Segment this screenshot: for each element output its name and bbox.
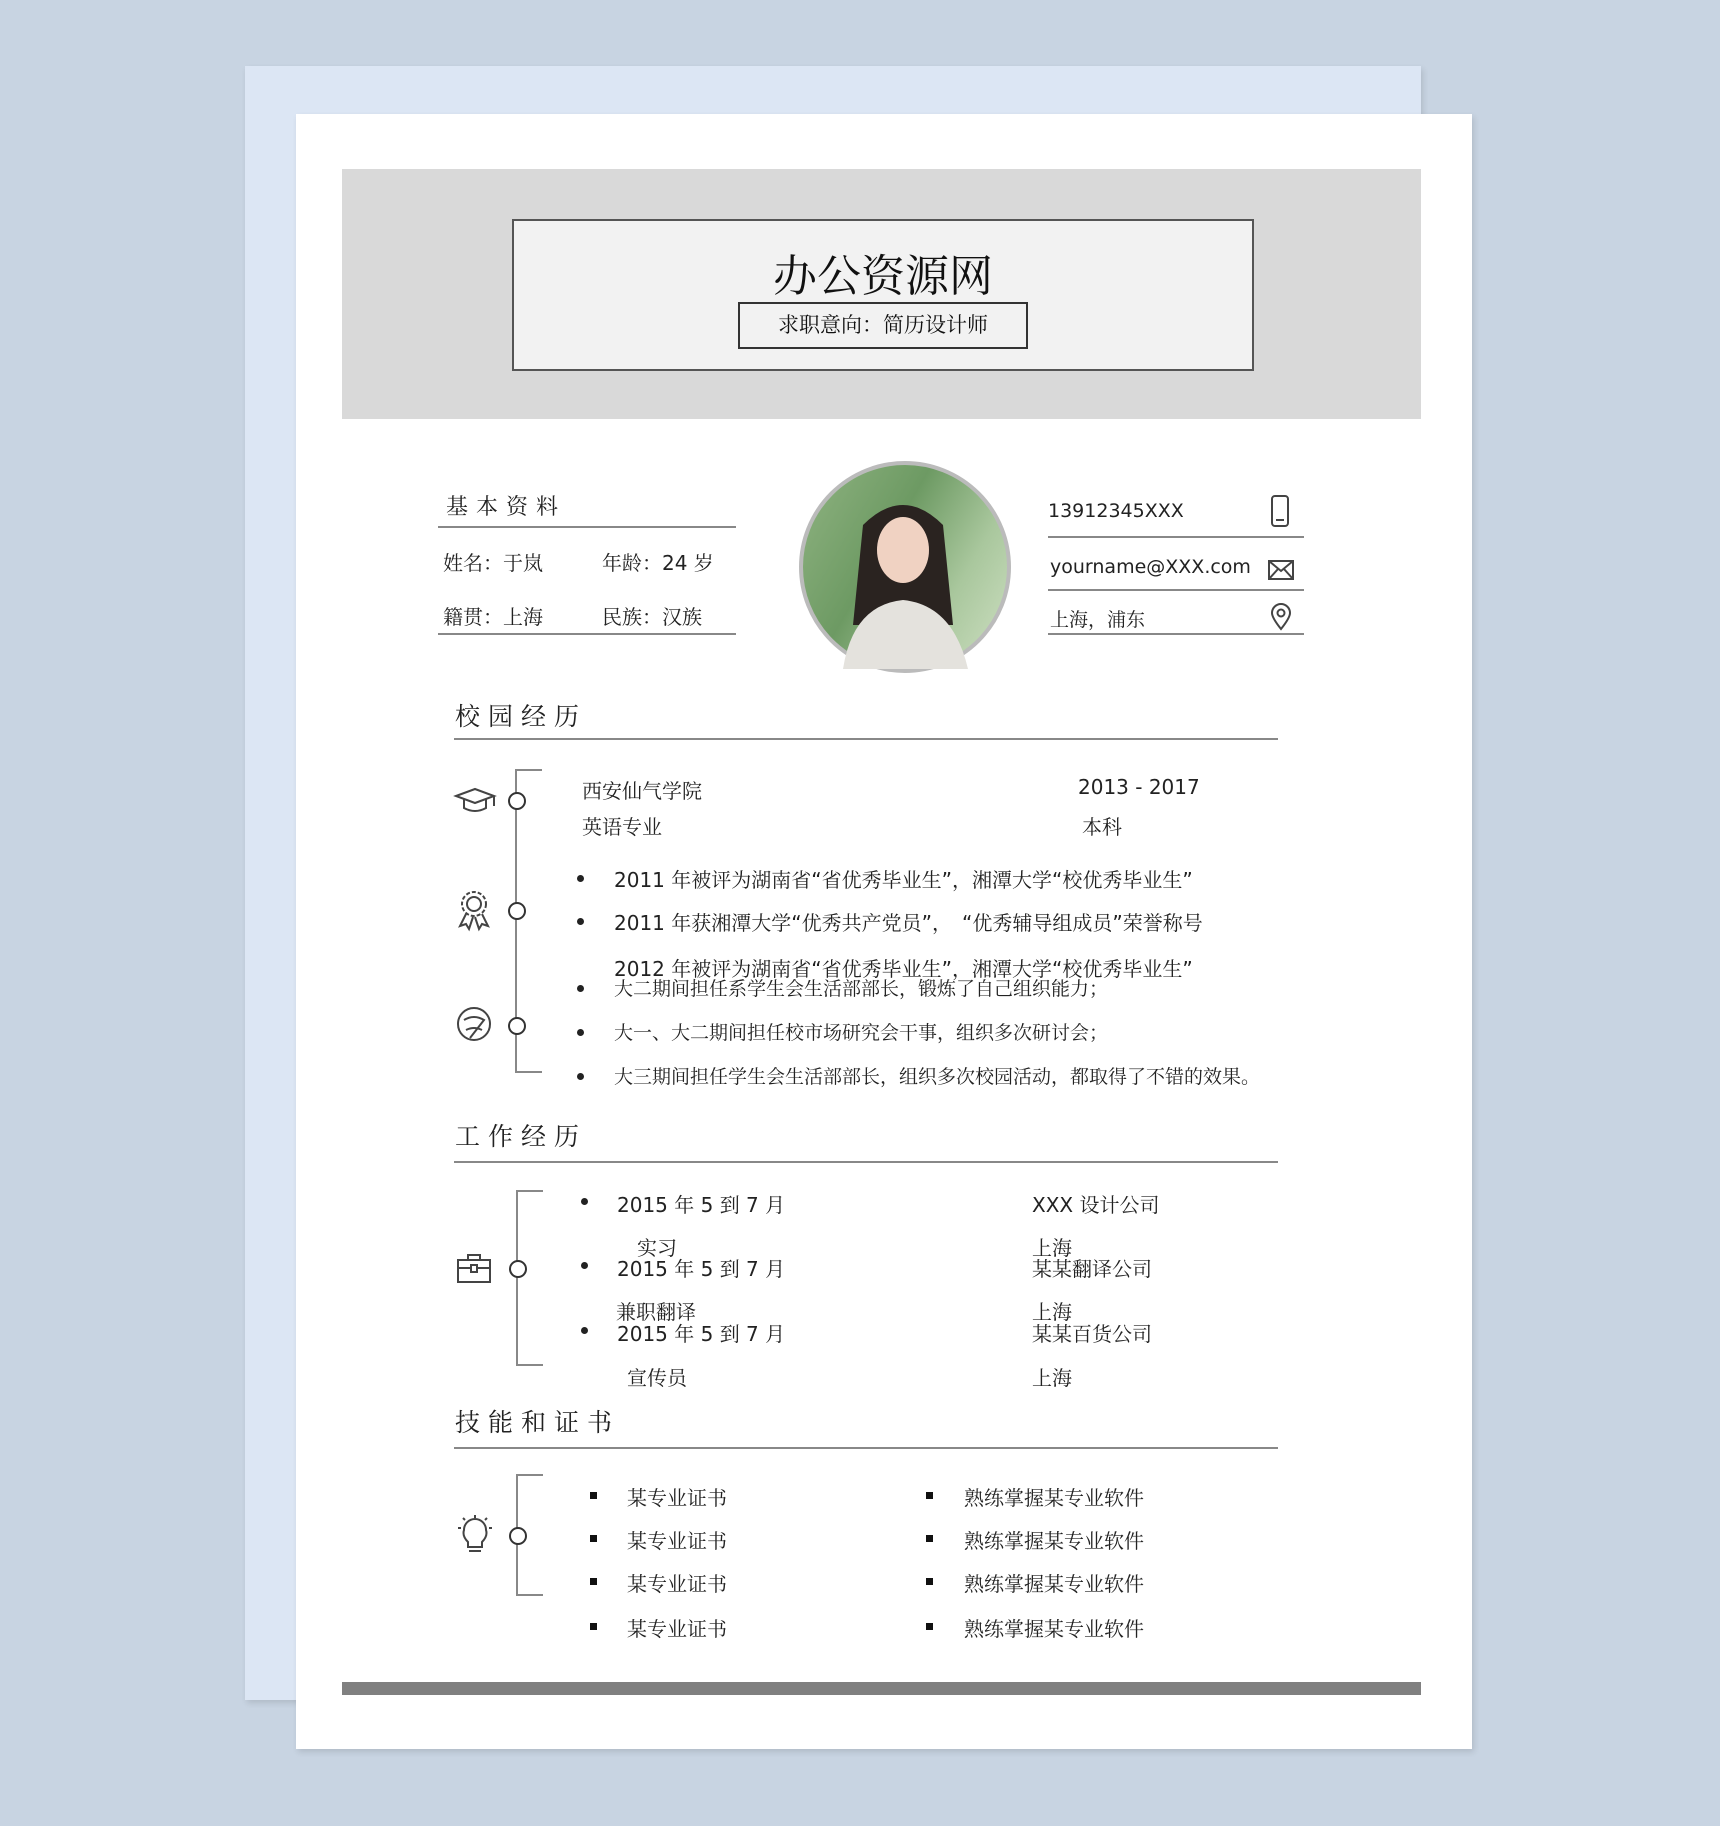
job-date: 2015 年 5 到 7 月 bbox=[617, 1193, 786, 1217]
job-company: 某某百货公司 bbox=[1032, 1322, 1152, 1346]
section-divider bbox=[454, 1447, 1278, 1449]
timeline-stub bbox=[515, 769, 542, 771]
timeline-stub bbox=[515, 1071, 542, 1073]
timeline-node bbox=[508, 792, 526, 810]
bullet bbox=[590, 1492, 597, 1499]
bullet bbox=[926, 1623, 933, 1630]
certificate-item: 某专业证书 bbox=[627, 1529, 727, 1553]
mail-icon bbox=[1268, 560, 1294, 580]
work-heading: 工作经历 bbox=[455, 1122, 588, 1151]
timeline-node bbox=[508, 1017, 526, 1035]
divider bbox=[1048, 633, 1304, 635]
bullet bbox=[577, 985, 584, 992]
section-divider bbox=[454, 1161, 1278, 1163]
skills-heading: 技能和证书 bbox=[455, 1408, 621, 1437]
address: 上海，浦东 bbox=[1050, 609, 1146, 631]
section-divider bbox=[454, 738, 1278, 740]
major: 英语专业 bbox=[582, 815, 662, 839]
job-date: 2015 年 5 到 7 月 bbox=[617, 1257, 786, 1281]
certificate-item: 某专业证书 bbox=[627, 1617, 727, 1641]
bullet bbox=[590, 1535, 597, 1542]
bullet bbox=[581, 1198, 588, 1205]
timeline-node bbox=[509, 1527, 527, 1545]
origin-field: 籍贯：上海 bbox=[443, 605, 543, 629]
lightbulb-icon bbox=[456, 1514, 494, 1556]
award-item: 2011 年被评为湖南省“省优秀毕业生”，湘潭大学“校优秀毕业生” bbox=[614, 868, 1193, 892]
footer-bar bbox=[342, 1682, 1421, 1695]
job-city: 上海 bbox=[1032, 1300, 1072, 1324]
timeline-stub bbox=[516, 1594, 543, 1596]
campus-heading: 校园经历 bbox=[455, 702, 588, 731]
bullet bbox=[926, 1578, 933, 1585]
bullet bbox=[926, 1535, 933, 1542]
award-badge-icon bbox=[456, 890, 492, 930]
job-company: 某某翻译公司 bbox=[1032, 1257, 1152, 1281]
school-name: 西安仙气学院 bbox=[582, 779, 702, 803]
job-role: 兼职翻译 bbox=[616, 1300, 696, 1324]
activity-item: 大二期间担任系学生会生活部部长，锻炼了自己组织能力； bbox=[614, 978, 1109, 1000]
job-company: XXX 设计公司 bbox=[1032, 1193, 1160, 1217]
bullet bbox=[581, 1327, 588, 1334]
timeline-node bbox=[509, 1260, 527, 1278]
profile-photo bbox=[799, 461, 1011, 673]
software-skill-item: 熟练掌握某专业软件 bbox=[964, 1529, 1144, 1553]
divider bbox=[438, 633, 736, 635]
phone-icon bbox=[1270, 494, 1290, 528]
activity-item: 大三期间担任学生会生活部部长，组织多次校园活动，都取得了不错的效果。 bbox=[614, 1066, 1261, 1088]
bullet bbox=[590, 1623, 597, 1630]
resume-name: 办公资源网 bbox=[773, 251, 993, 302]
job-city: 上海 bbox=[1032, 1366, 1072, 1390]
software-skill-item: 熟练掌握某专业软件 bbox=[964, 1486, 1144, 1510]
certificate-item: 某专业证书 bbox=[627, 1486, 727, 1510]
job-objective: 求职意向：简历设计师 bbox=[738, 302, 1028, 349]
job-role: 宣传员 bbox=[627, 1366, 687, 1390]
activity-item: 大一、大二期间担任校市场研究会干事，组织多次研讨会； bbox=[614, 1022, 1109, 1044]
job-date: 2015 年 5 到 7 月 bbox=[617, 1322, 786, 1346]
bullet bbox=[926, 1492, 933, 1499]
award-item-clipped bbox=[614, 953, 1254, 981]
basic-info-heading: 基本资料 bbox=[446, 495, 567, 520]
software-skill-item: 熟练掌握某专业软件 bbox=[964, 1572, 1144, 1596]
phone: 13912345XXX bbox=[1048, 500, 1184, 522]
job-role: 实习 bbox=[637, 1236, 677, 1260]
email: yourname@XXX.com bbox=[1050, 556, 1251, 578]
job-city: 上海 bbox=[1032, 1236, 1072, 1260]
bullet bbox=[577, 918, 584, 925]
bullet bbox=[577, 1073, 584, 1080]
bullet bbox=[590, 1578, 597, 1585]
activity-icon bbox=[456, 1006, 492, 1042]
school-years: 2013 - 2017 bbox=[1078, 775, 1200, 799]
ethnicity-field: 民族：汉族 bbox=[602, 605, 702, 629]
timeline-stub bbox=[516, 1190, 543, 1192]
bullet bbox=[581, 1262, 588, 1269]
timeline-node bbox=[508, 902, 526, 920]
location-pin-icon bbox=[1270, 603, 1292, 631]
award-item: 2012 年被评为湖南省“省优秀毕业生”，湘潭大学“校优秀毕业生” bbox=[614, 957, 1193, 981]
age-field: 年龄：24 岁 bbox=[602, 551, 714, 575]
timeline-stub bbox=[516, 1364, 543, 1366]
briefcase-icon bbox=[456, 1252, 492, 1284]
degree: 本科 bbox=[1082, 815, 1122, 839]
award-item: 2011 年获湘潭大学“优秀共产党员”， “优秀辅导组成员”荣誉称号 bbox=[614, 911, 1203, 935]
certificate-item: 某专业证书 bbox=[627, 1572, 727, 1596]
divider bbox=[1048, 536, 1304, 538]
software-skill-item: 熟练掌握某专业软件 bbox=[964, 1617, 1144, 1641]
name-field: 姓名：于岚 bbox=[443, 551, 543, 575]
graduation-cap-icon bbox=[454, 786, 496, 816]
divider bbox=[1048, 589, 1304, 591]
bullet bbox=[577, 1029, 584, 1036]
divider bbox=[438, 526, 736, 528]
timeline-stub bbox=[516, 1474, 543, 1476]
bullet bbox=[577, 875, 584, 882]
